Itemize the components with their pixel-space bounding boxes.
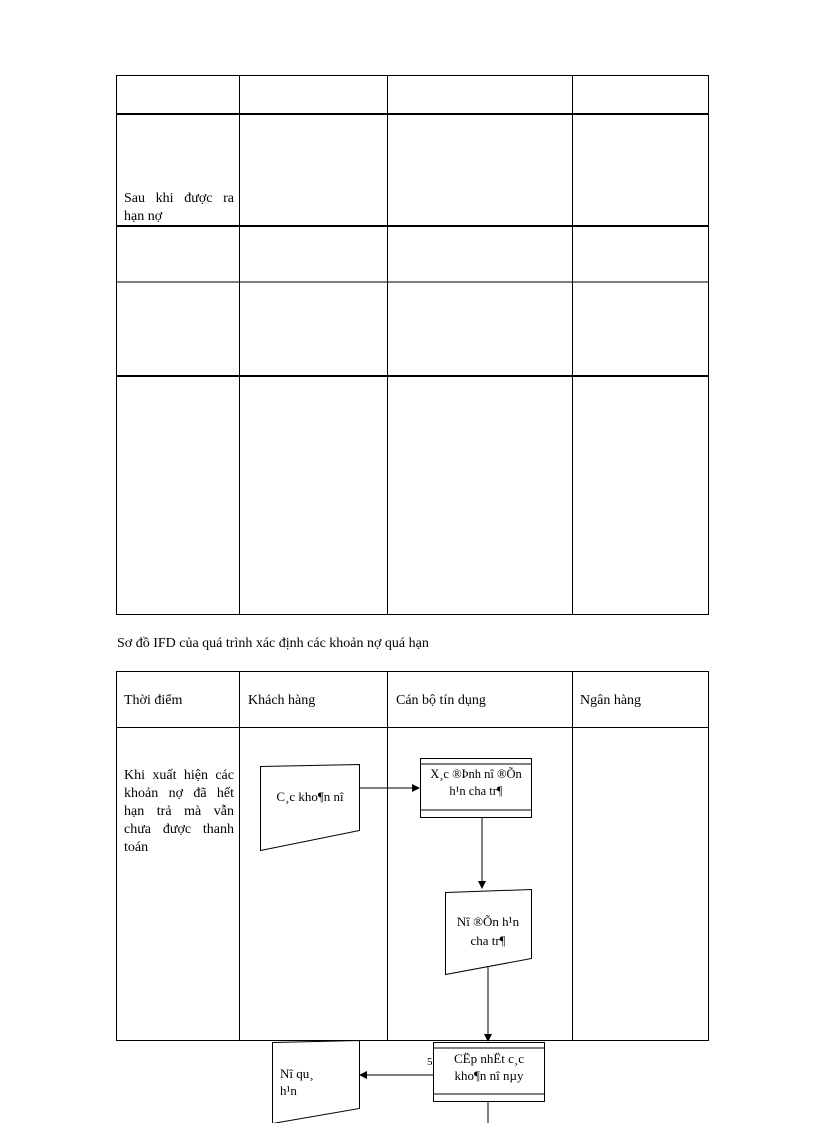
header-time: Thời điểm — [124, 693, 183, 708]
process-1-label: X¸c ®Þnh nî ®Õn h¹n cha tr¶ — [430, 767, 522, 798]
header-customer: Khách hàng — [248, 693, 316, 708]
document-2-label: Nî ®Õn h¹n cha tr¶ — [456, 914, 520, 948]
header-credit-officer: Cán bộ tín dụng — [396, 693, 486, 708]
customer-document-label: C¸c kho¶n nî — [276, 789, 344, 804]
arrow-label: 5 — [427, 1056, 433, 1068]
header-bank: Ngân hàng — [580, 693, 642, 708]
time-cell-text: Khi xuất hiện các khoản nợ đã hết hạn trả mà vẫn chưa được thanh toán — [124, 768, 234, 855]
top-table-cell-time: Sau khi được ra hạn nợ — [124, 191, 234, 224]
document-3-label: Nî qu¸ h¹n — [280, 1066, 314, 1098]
process-2-label: CËp nhËt c¸c kho¶n nî nµy — [453, 1051, 525, 1083]
customer-document-shape — [261, 765, 360, 851]
diagram-caption: Sơ đồ IFD của quá trình xác định các khoản nợ quá hạn — [117, 636, 429, 651]
